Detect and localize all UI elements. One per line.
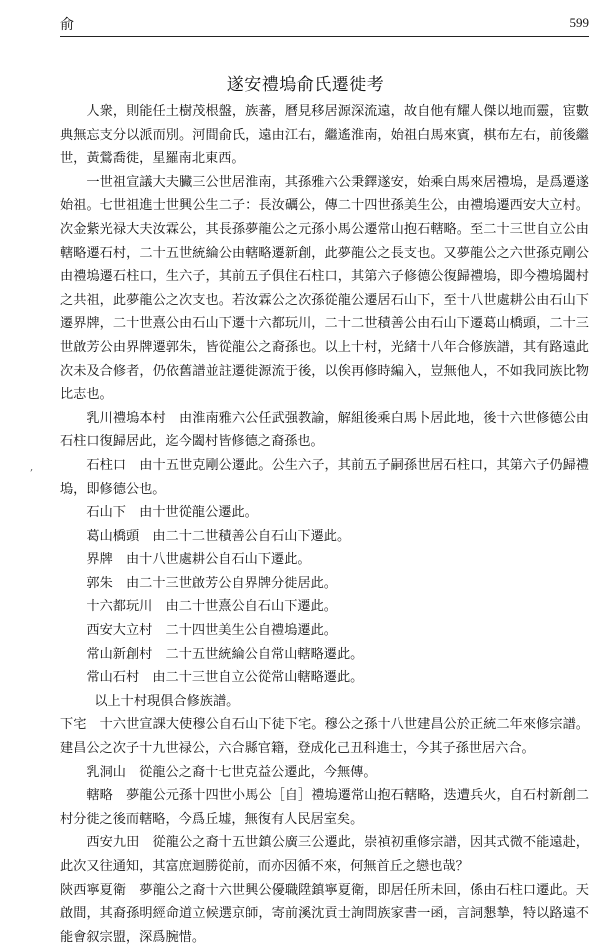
entry-dalicun: 西安大立村 二十四世美生公自禮塢遷此。 [86,623,337,639]
running-header [60,14,589,37]
header-section-label: 俞 [60,17,74,33]
entry-xiazhai: 下宅 十六世宣課大使穆公自石山下徒下宅。穆公之孫十八世建昌公於正統二年來修宗譜。建昌公之次子十九世禄公，六合縣官籍，登成化己丑科進士，今其子孫世居六合。 [60,717,589,757]
entry-jiepai: 界牌 由十八世處耕公自石山下遷此。 [86,552,311,568]
entry-ningxia: 陝西寧夏衛 夢龍公之裔十六世興公優職陞鎮寧夏衛，即居任所未回，係由石柱口遷此。天啟間，其裔孫明經命道立候選京師，寄前溪沈貢士詢問族家書一函，言詞懇摯，特以路遠不能會叙宗盟，深爲腕惜。 [60,882,589,945]
entry-geshan: 葛山橋頭 由二十二世積善公自石山下遷此。 [86,528,351,544]
entry-guozhu: 郭朱 由二十三世啟芳公自界牌分徙居此。 [86,575,337,591]
entry-xinchuang: 常山新創村 二十五世統綸公自常山轄略遷此。 [86,646,364,662]
article-body [60,100,589,949]
paragraph-intro: 人衆，則能任土樹茂根盤，族蕃，曆見移居源深流遠，故自他有耀人傑以地而靈，宦數典無忘支分以派而別。河間俞氏，遠由江右，繼遙淮南，始祖白馬來賓，棋布左右，前後繼世，黃鶯喬徙，星羅南北東西。 [60,104,589,167]
entry-jiutian: 西安九田 從龍公之裔十五世鎮公廣三公遷此，崇禎初重修宗譜，因其式微不能遠赴，此次又往通知，其富庶迴勝從前，而亦因循不來，何無首丘之戀也哉？ [60,835,589,874]
entry-xialue: 轄略 夢龍公元孫十四世小馬公［自］禮塢遷常山抱石轄略，迭遭兵火，自石村新創二村分徙之後而轄略，今爲丘墟，無復有人民居室矣。 [60,788,589,827]
paragraph-lineage: 一世祖宣議大夫臟三公世居淮南，其孫雅六公秉鐸遂安，始乘白馬來居禮塢，是爲遷遂始祖。七世祖進士世興公生二子：長汝礪公，傳二十四世孫美生公，由禮塢遷西安大立村。次金紫光禄大夫汝霖公，其長孫夢龍公之元孫小馬公遷常山抱石轄略。至二十三世自立公由轄略遷石村，二十五世統綸公由轄略遷新創，此夢龍公之長支也。又夢龍公之六世孫克剛公由禮塢遷石柱口，生六子，其前五子俱住石柱口，其第六子修德公復歸禮塢，即今禮塢闔村之共祖，此夢龍公之次支也。若汝霖公之次孫從龍公遷居石山下，至十八世處耕公由石山下遷界牌，二十世熹公由石山下遷十六都玩川，二十二世積善公由石山下遷葛山橋頭，二十三世啟芳公由界牌遷郭朱，皆從龍公之裔孫也。以上十村，光緒十八年合修族譜，其有路遠此次未及合修者，仍依舊譜並註遷徙源流于後，以俟再修時編入，豈無他人，不如我同族比物比志也。 [60,174,589,403]
page-number: 599 [569,15,589,30]
entry-rudongshan: 乳洞山 從龍公之裔十七世克益公遷此，今無傳。 [86,764,377,780]
entry-liwu: 乳川禮塢本村 由淮南雅六公任武强教諭，解組後乘白馬卜居此地，後十六世修德公由石柱口復歸居此，迄今闔村皆修德之裔孫也。 [60,410,589,450]
article-title: 遂安禮塢俞氏遷徙考 [226,75,385,95]
entry-wanchuan: 十六都玩川 由二十世熹公自石山下遷此。 [86,599,337,615]
margin-mark: , [30,462,34,473]
entry-shizhukou: 石柱口 由十五世克剛公遷此。公生六子，其前五子嗣孫世居石柱口，其第六子仍歸禮塢，即修德公也。 [60,457,589,497]
entry-shishanxia: 石山下 由十世從龍公遷此。 [86,505,258,521]
summary-note: 以上十村現俱合修族譜。 [94,693,240,709]
entry-shicun: 常山石村 由二十三世自立公從常山轄略遷此。 [86,670,364,686]
